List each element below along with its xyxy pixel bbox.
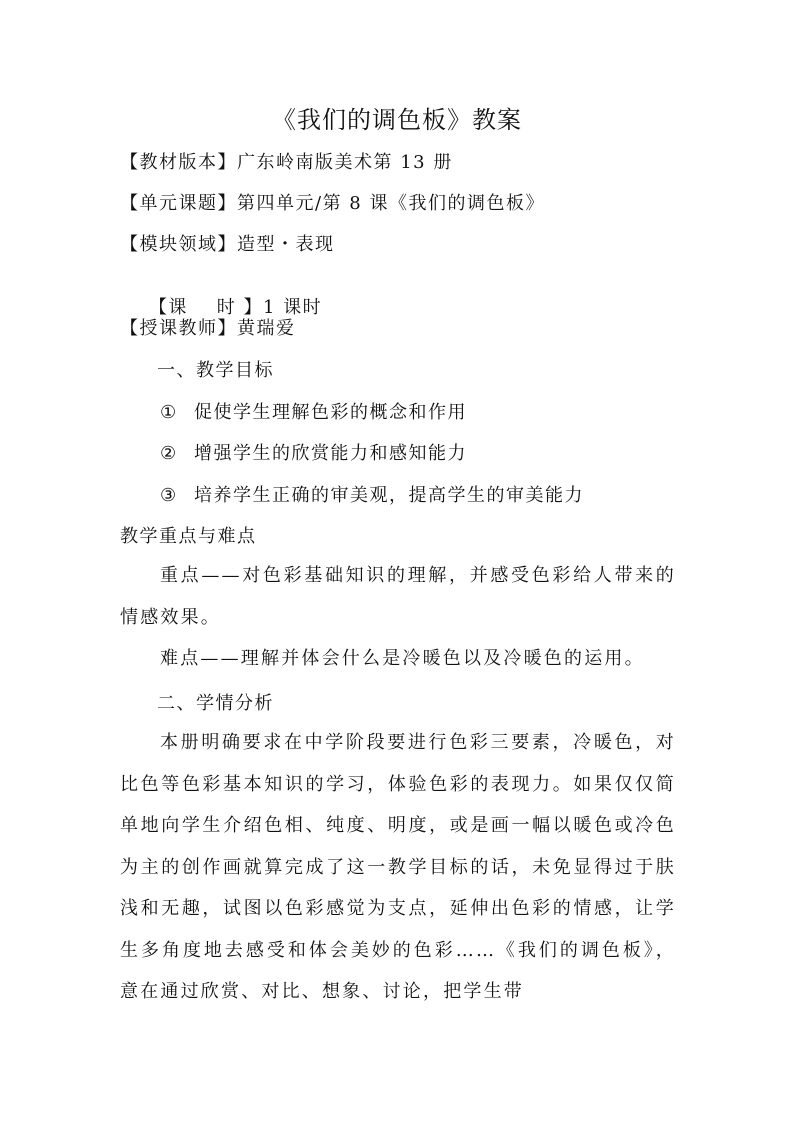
meta-value: 造型・表现 — [237, 234, 335, 255]
objective-item — [160, 481, 584, 507]
objective-text: 培养学生正确的审美观，提高学生的审美能力 — [194, 485, 584, 506]
objective-item — [160, 439, 467, 465]
objective-number: ② — [160, 443, 178, 464]
paragraph-focus: 重点——对色彩基础知识的理解，并感受色彩给人带来的情感效果。 — [120, 565, 676, 628]
section-heading-analysis: 二、学情分析 — [157, 693, 274, 714]
meta-label: 【教材版本】 — [120, 152, 237, 173]
meta-value: 黄瑞爱 — [237, 318, 296, 339]
meta-value: 第四单元/第 8 课《我们的调色板》 — [237, 193, 545, 214]
objective-text: 促使学生理解色彩的概念和作用 — [194, 402, 467, 423]
meta-row-module — [120, 230, 335, 256]
objective-number: ③ — [160, 485, 178, 506]
meta-label: 【单元课题】 — [120, 193, 237, 214]
document-title: 《我们的调色板》教案 — [272, 106, 522, 134]
meta-label: 【授课教师】 — [120, 318, 237, 339]
objective-text: 增强学生的欣赏能力和感知能力 — [194, 443, 467, 464]
objective-number: ① — [160, 402, 178, 423]
paragraph-difficulty: 难点——理解并体会什么是冷暖色以及冷暖色的运用。 — [160, 648, 645, 669]
objective-item — [160, 398, 467, 424]
meta-value: 1 课时 — [263, 297, 323, 318]
section-heading-objectives: 一、教学目标 — [157, 360, 274, 381]
meta-row-unit — [120, 189, 545, 215]
paragraph-analysis: 本册明确要求在中学阶段要进行色彩三要素，冷暖色，对比色等色彩基本知识的学习，体验色彩的表现力。如果仅仅简单地向学生介绍色相、纯度、明度，或是画一幅以暖色或冷色为主的创作画就算完成了这一教学目标的话，未免显得过于肤浅和无趣，试图以色彩感觉为支点，延伸出色彩的情感，让学生多角度地去感受和体会美妙的色彩……《我们的调色板》，意在通过欣赏、对比、想象、讨论，把学生带 — [120, 732, 676, 1002]
section-heading-key-points: 教学重点与难点 — [120, 526, 257, 547]
meta-label: 【模块领域】 — [120, 234, 237, 255]
meta-label: 【课 时 】 — [148, 297, 263, 318]
meta-row-teacher — [120, 314, 296, 340]
meta-value: 广东岭南版美术第 13 册 — [237, 152, 453, 173]
meta-row-textbook — [120, 148, 453, 174]
